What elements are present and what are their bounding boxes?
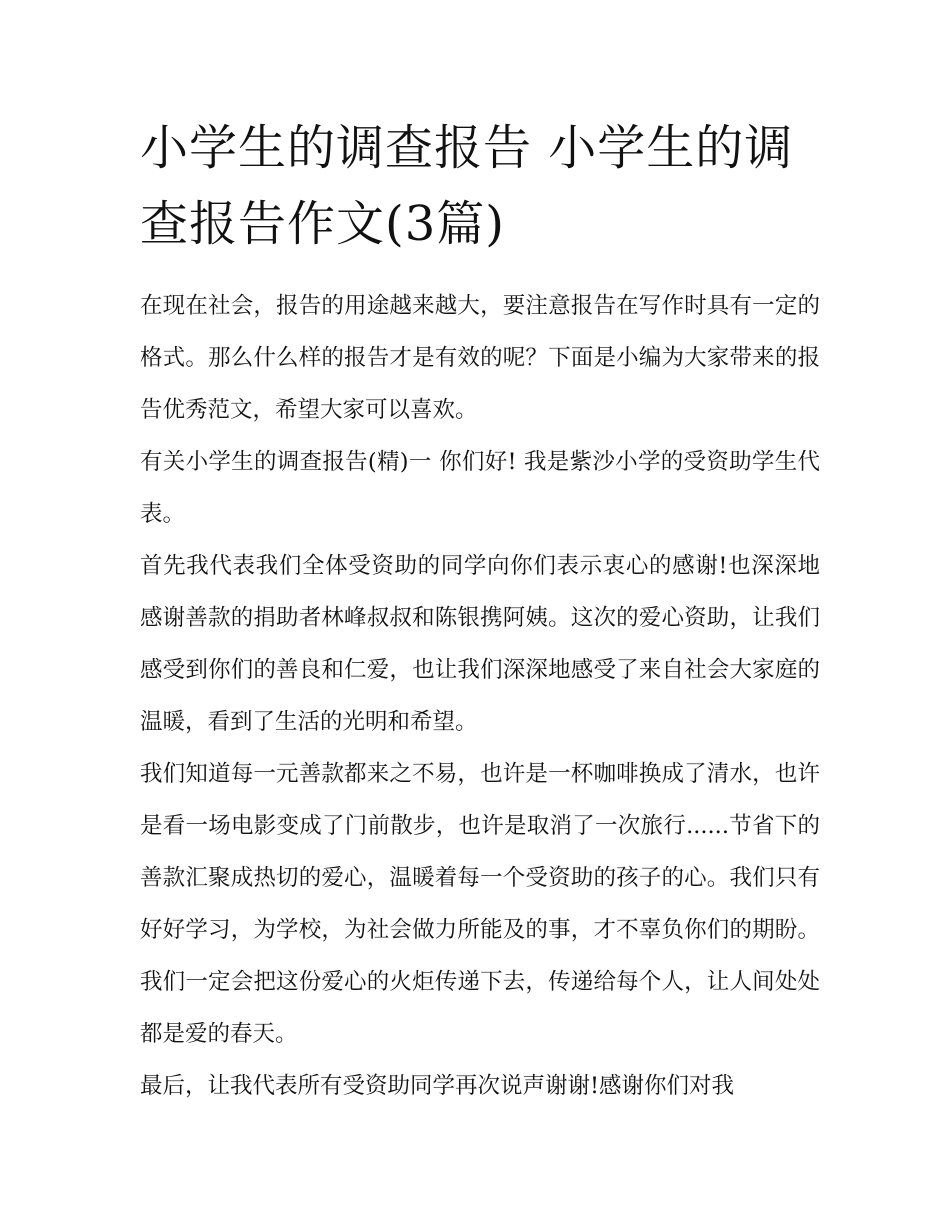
document-page: [140, 110, 820, 1112]
paragraph-donation: 我们知道每一元善款都来之不易，也许是一杯咖啡换成了清水，也许是看一场电影变成了门前散步，也许是取消了一次旅行......节省下的善款汇聚成热切的爱心，温暖着每一个受资助的孩子的心。我们只有好好学习，为学校，为社会做力所能及的事，才不辜负你们的期盼。我们一定会把这份爱心的火炬传递下去，传递给每个人，让人间处处都是爱的春天。: [140, 761, 820, 1047]
paragraph-intro: 在现在社会，报告的用途越来越大，要注意报告在写作时具有一定的格式。那么什么样的报告才是有效的呢？下面是小编为大家带来的报告优秀范文，希望大家可以喜欢。: [140, 293, 820, 423]
document-title: 小学生的调查报告 小学生的调查报告作文(3篇): [140, 120, 794, 252]
paragraph-thanks: 首先我代表我们全体受资助的同学向你们表示衷心的感谢!也深深地感谢善款的捐助者林峰叔叔和陈银携阿姨。这次的爱心资助，让我们感受到你们的善良和仁爱，也让我们深深地感受了来自社会大家庭的温暖，看到了生活的光明和希望。: [140, 553, 820, 735]
paragraph-greeting: 有关小学生的调查报告(精)一 你们好! 我是紫沙小学的受资助学生代表。: [140, 449, 820, 527]
paragraph-closing: 最后，让我代表所有受资助同学再次说声谢谢!感谢你们对我: [140, 1073, 735, 1099]
